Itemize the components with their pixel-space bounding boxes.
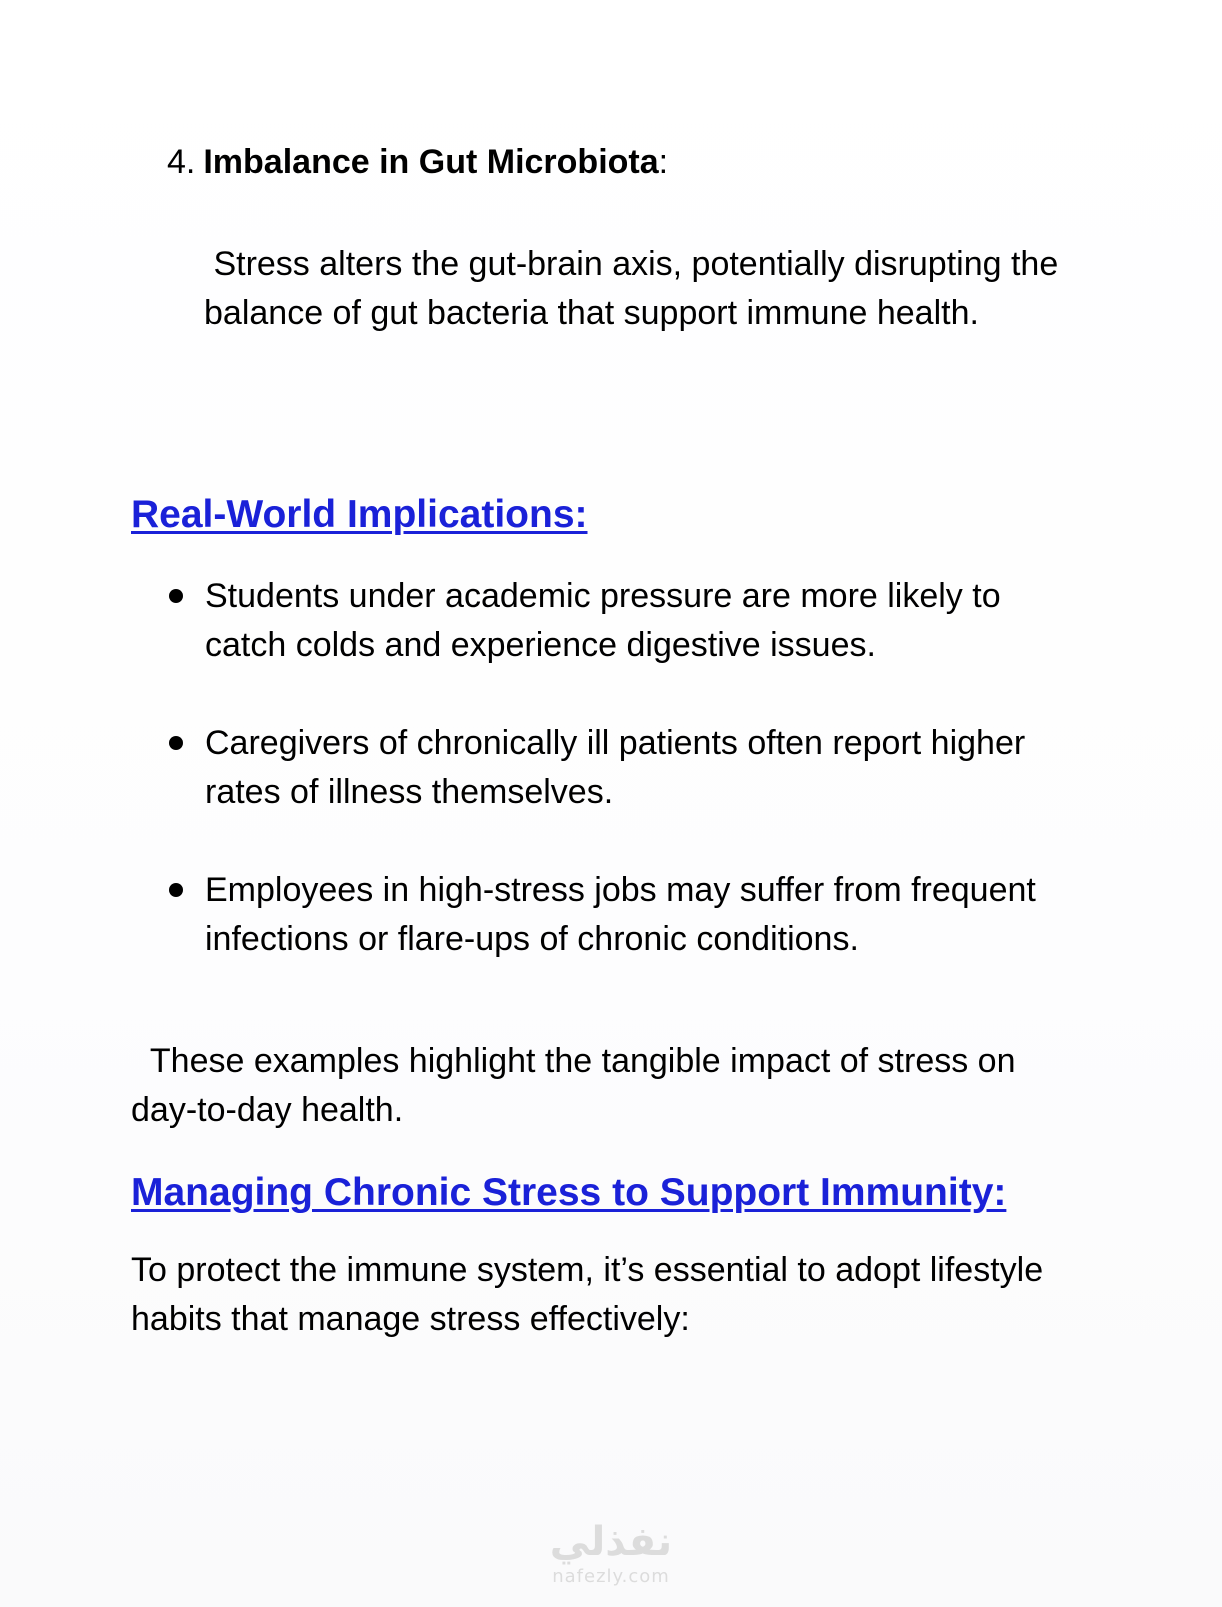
bullet-icon (169, 883, 183, 897)
intro-paragraph: To protect the immune system, it’s essential to adopt lifestyle habits that manage stress effectively: (131, 1251, 1053, 1338)
bullet-text: Students under academic pressure are more likely to catch colds and experience digestive issues. (205, 577, 1001, 664)
bullet-icon (169, 736, 183, 750)
list-item-heading (167, 142, 668, 182)
bullet-text: Employees in high-stress jobs may suffer from frequent infections or flare-ups of chronic conditions. (205, 871, 1036, 958)
bullet-item (168, 719, 1088, 817)
bullet-list (168, 572, 1088, 1013)
list-item-body: Stress alters the gut-brain axis, potentially disrupting the balance of gut bacteria that support immune health. (204, 245, 1068, 332)
bullet-item (168, 572, 1088, 670)
conclusion-paragraph: These examples highlight the tangible impact of stress on day-to-day health. (131, 1042, 1025, 1129)
bullet-icon (169, 589, 183, 603)
watermark-arabic: نفذلي (549, 1519, 673, 1565)
section-heading-managing-stress[interactable]: Managing Chronic Stress to Support Immunity: (131, 1171, 1007, 1214)
watermark-url: nafezly.com (552, 1566, 670, 1587)
section-heading-real-world[interactable]: Real-World Implications: (131, 493, 588, 536)
list-number: 4. (167, 143, 196, 181)
bullet-item (168, 866, 1088, 964)
list-item-title: Imbalance in Gut Microbiota (203, 143, 659, 181)
watermark-logo (536, 1518, 686, 1588)
bullet-text: Caregivers of chronically ill patients often report higher rates of illness themselves. (205, 724, 1026, 811)
list-item-colon: : (658, 143, 669, 181)
